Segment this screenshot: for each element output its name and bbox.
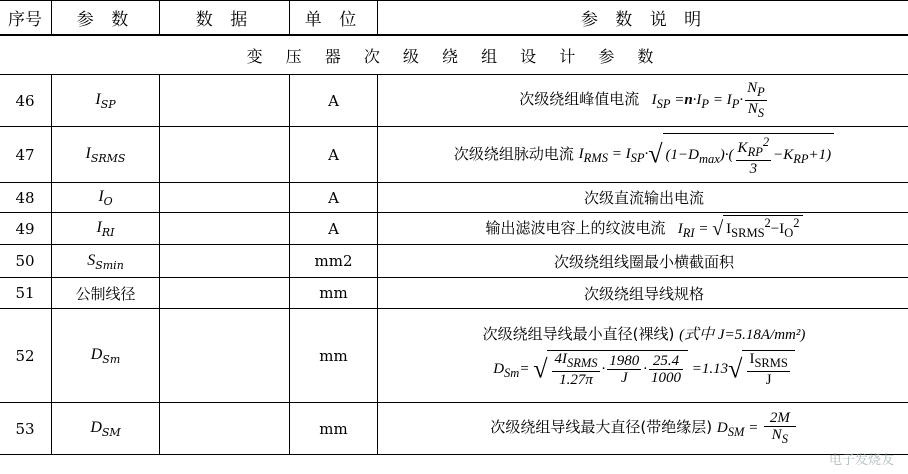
row-no: 52 — [0, 309, 52, 403]
row-no: 47 — [0, 127, 52, 183]
row-data[interactable] — [160, 403, 290, 455]
row-no: 49 — [0, 213, 52, 245]
watermark-logo: 电子发烧友 — [828, 453, 894, 468]
row-unit: A — [290, 183, 378, 213]
table-row — [0, 309, 908, 403]
row-desc: 次级绕组脉动电流 $I_{RMS} = I_{SP}\cdot√$ $(1-D_{max})\cdot$( $\frac{K_{RP}^2}{3}$ $-K_{RP}+1$) — [378, 127, 908, 183]
row-desc: 次级绕组导线规格 — [378, 278, 908, 309]
row-desc: 次级绕组峰值电流 $I_{SP} =n\cdot I_P = I_P\cdot$ $\frac{N_P}{N_S}$ — [378, 75, 908, 127]
row-desc: 输出滤波电容上的纹波电流 $I_{RI}$ = √ $I_{SRMS}^2-I_O^2$ — [378, 213, 908, 245]
table-row — [0, 403, 908, 455]
header-seq: 序号 — [0, 1, 52, 36]
section-title: 变 压 器 次 级 绕 组 设 计 参 数 — [0, 35, 908, 75]
row-no: 46 — [0, 75, 52, 127]
formula-53: $D_{SM}$ = $\frac{2M}{N_S}$ — [716, 410, 794, 446]
table-row — [0, 278, 908, 309]
table-row — [0, 127, 908, 183]
row-symbol: $S_{Smin}$ — [52, 245, 160, 278]
header-unit: 单 位 — [290, 1, 378, 36]
formula-47: $I_{RMS} = I_{SP}\cdot√$ $(1-D_{max})\cdot$( $\frac{K_{RP}^2}{3}$ $-K_{RP}+1$) — [579, 146, 834, 162]
row-unit: mm — [290, 403, 378, 455]
row-desc: 次级直流输出电流 — [378, 183, 908, 213]
header-param: 参 数 — [52, 1, 160, 36]
row-symbol: $I_O$ — [52, 183, 160, 213]
row-symbol: 公制线径 — [52, 278, 160, 309]
row-symbol: $D_{SM}$ — [52, 403, 160, 455]
row-unit: A — [290, 213, 378, 245]
row-unit: A — [290, 75, 378, 127]
row-unit: mm — [290, 278, 378, 309]
row-desc: 次级绕组线圈最小横截面积 — [378, 245, 908, 278]
table-row — [0, 245, 908, 278]
row-data[interactable] — [160, 75, 290, 127]
row-data[interactable] — [160, 127, 290, 183]
row-no: 53 — [0, 403, 52, 455]
header-row — [0, 1, 908, 36]
header-data: 数 据 — [160, 1, 290, 36]
row-data[interactable] — [160, 309, 290, 403]
formula-49: $I_{RI}$ = √ $I_{SRMS}^2-I_O^2$ — [670, 221, 802, 237]
row-symbol: $I_{SP}$ — [52, 75, 160, 127]
row-data[interactable] — [160, 278, 290, 309]
formula-52: $D_{Sm}=$ √ $\frac{4I_{SRMS}}{1.27\pi}$ · $\frac{1980}{J}$ · $\frac{25.4}{1000}$ =1.13√ $\frac{I_{SRMS}}{J}$ — [378, 350, 908, 388]
row-no: 48 — [0, 183, 52, 213]
section-row — [0, 35, 908, 75]
formula-46: $I_{SP} =n\cdot I_P = I_P\cdot$ $\frac{N_P}{N_S}$ — [644, 80, 765, 120]
row-unit: mm — [290, 309, 378, 403]
row-symbol: $I_{SRMS}$ — [52, 127, 160, 183]
row-symbol: $D_{Sm}$ — [52, 309, 160, 403]
table-row — [0, 183, 908, 213]
row-unit: mm2 — [290, 245, 378, 278]
row-desc: 次级绕组导线最大直径(带绝缘层) $D_{SM}$ = $\frac{2M}{N_S}$ — [378, 403, 908, 455]
header-desc: 参 数 说 明 — [378, 1, 908, 36]
row-data[interactable] — [160, 213, 290, 245]
table-row — [0, 213, 908, 245]
table-row — [0, 75, 908, 127]
row-no: 50 — [0, 245, 52, 278]
row-symbol: $I_{RI}$ — [52, 213, 160, 245]
row-desc: 次级绕组导线最小直径(裸线) (式中 J=5.18A/mm²) $D_{Sm}=$ √ $\frac{4I_{SRMS}}{1.27\pi}$ · $\frac{1980}{J}$ · $\frac{25.4}{1000}$ =1.13√ $\frac{I_{SRMS}}{J}$ — [378, 309, 908, 403]
row-data[interactable] — [160, 183, 290, 213]
row-data[interactable] — [160, 245, 290, 278]
row-no: 51 — [0, 278, 52, 309]
row-unit: A — [290, 127, 378, 183]
